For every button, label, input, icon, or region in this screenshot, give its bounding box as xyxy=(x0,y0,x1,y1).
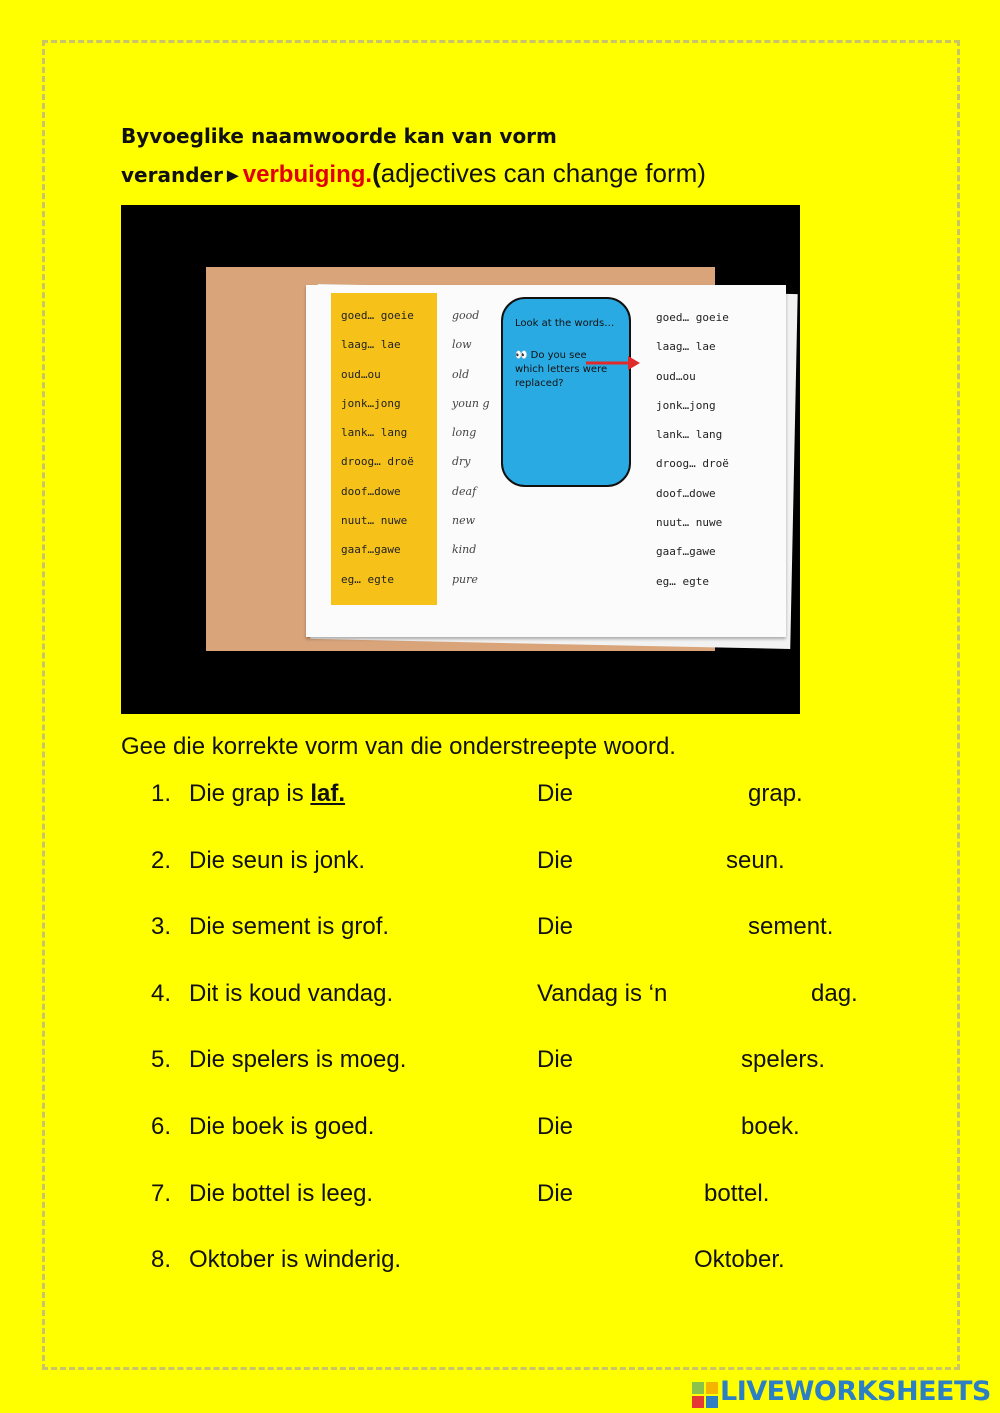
photo-table xyxy=(206,267,729,651)
exercise-row xyxy=(0,1113,1000,1149)
answer-suffix: boek. xyxy=(741,1113,800,1140)
exercise-row xyxy=(0,847,1000,883)
afrikaans-word-list xyxy=(341,301,414,594)
english-word-item: kind xyxy=(452,543,477,557)
right-word-list xyxy=(656,303,729,596)
bubble-text-1: Look at the words… xyxy=(515,318,615,329)
right-word-item: gaaf…gawe xyxy=(656,545,716,559)
exercise-sentence xyxy=(189,913,389,941)
english-word-item: youn g xyxy=(452,396,490,410)
sentence-text: Die grap is xyxy=(189,780,311,807)
right-word-item: goed… goeie xyxy=(656,311,729,324)
exercise-row xyxy=(0,780,1000,816)
speech-bubble xyxy=(501,297,631,487)
right-word-item: eg… egte xyxy=(656,574,709,588)
afrikaans-word-item: droog… droë xyxy=(341,455,414,469)
exercise-number: 3. xyxy=(151,913,172,941)
exercise-sentence xyxy=(189,780,345,808)
afrikaans-word-item: goed… goeie xyxy=(341,309,414,322)
exercise-number: 2. xyxy=(151,846,172,874)
answer-suffix: dag. xyxy=(811,979,858,1007)
exercise-sentence xyxy=(189,847,365,875)
bubble-text-2: 👀 Do you see which letters were replaced? xyxy=(515,350,608,389)
english-word-item: long xyxy=(452,426,477,440)
sentence-text: Die sement is grof. xyxy=(189,913,390,941)
answer-prefix: Die xyxy=(537,780,574,807)
answer-suffix: seun. xyxy=(726,846,785,874)
afrikaans-word-item: laag… lae xyxy=(341,338,401,352)
exercise-row xyxy=(0,913,1000,949)
answer-suffix: spelers. xyxy=(741,1046,826,1074)
heading-verbuiging: verbuiging. xyxy=(242,161,373,188)
answer-suffix: Oktober. xyxy=(694,1246,785,1274)
logo-text: LIVEWORKSHEETS xyxy=(720,1376,991,1407)
sentence-text: Die boek is goed. xyxy=(189,1113,375,1140)
afrikaans-word-item: doof…dowe xyxy=(341,484,401,498)
english-word-item: old xyxy=(452,367,470,381)
exercise-row xyxy=(0,1180,1000,1216)
answer-suffix: sement. xyxy=(748,913,834,941)
english-word-item: new xyxy=(452,514,476,528)
afrikaans-word-item: eg… egte xyxy=(341,572,394,586)
right-word-item: doof…dowe xyxy=(656,486,716,500)
answer-prefix: Die xyxy=(537,846,574,874)
heading-english: adjectives can change form) xyxy=(380,158,706,188)
answer-prefix: Die xyxy=(537,913,574,941)
exercise-number: 8. xyxy=(151,1246,172,1274)
exercise-number: 4. xyxy=(151,979,172,1007)
exercise-sentence xyxy=(189,1046,406,1074)
english-word-item: pure xyxy=(452,572,478,586)
exercise-number: 5. xyxy=(151,1046,172,1074)
heading-paren: ( xyxy=(372,158,381,188)
right-word-item: laag… lae xyxy=(656,340,716,354)
answer-prefix: Vandag is ‘n xyxy=(537,979,668,1007)
english-word-item: deaf xyxy=(452,484,477,498)
heading-verander: verander xyxy=(121,163,223,187)
english-word-list xyxy=(452,301,490,594)
answer-prefix: Die xyxy=(537,1113,574,1140)
heading-line1: Byvoeglike naamwoorde kan van vorm xyxy=(121,124,557,148)
lesson-photo xyxy=(121,205,800,714)
english-word-item: dry xyxy=(452,455,471,469)
answer-prefix: Die xyxy=(537,1046,574,1074)
exercise-sentence xyxy=(189,1246,401,1274)
afrikaans-word-item: lank… lang xyxy=(341,426,408,440)
answer-suffix: bottel. xyxy=(704,1179,770,1207)
sentence-text: Die bottel is leeg. xyxy=(189,1179,374,1207)
exercise-sentence xyxy=(189,980,393,1008)
right-word-item: nuut… nuwe xyxy=(656,516,723,530)
right-word-item: jonk…jong xyxy=(656,398,716,412)
exercise-number: 6. xyxy=(151,1113,172,1140)
right-word-item: lank… lang xyxy=(656,428,723,442)
english-word-item: good xyxy=(452,309,480,322)
exercise-number: 1. xyxy=(151,780,172,807)
afrikaans-word-item: gaaf…gawe xyxy=(341,543,401,557)
afrikaans-word-item: oud…ou xyxy=(341,367,381,381)
instruction: Gee die korrekte vorm van die onderstreepte woord. xyxy=(121,733,676,760)
exercise-row xyxy=(0,1046,1000,1082)
exercise-sentence xyxy=(189,1180,373,1208)
liveworksheets-logo-icon xyxy=(692,1382,718,1408)
red-arrow-icon xyxy=(584,353,644,373)
english-word-item: low xyxy=(452,338,472,352)
exercise-number: 7. xyxy=(151,1179,172,1207)
sentence-text: Oktober is winderig. xyxy=(189,1246,402,1274)
afrikaans-word-item: jonk…jong xyxy=(341,396,401,410)
right-word-item: droog… droë xyxy=(656,457,729,471)
sentence-text: Die seun is jonk. xyxy=(189,846,366,874)
answer-prefix: Die xyxy=(537,1179,574,1207)
right-word-item: oud…ou xyxy=(656,369,696,383)
exercise-row xyxy=(0,1246,1000,1282)
sentence-text: Dit is koud vandag. xyxy=(189,979,394,1007)
arrow-icon: ► xyxy=(222,165,243,187)
exercise-sentence xyxy=(189,1113,374,1141)
sentence-text: Die spelers is moeg. xyxy=(189,1046,407,1074)
heading-line2 xyxy=(121,158,706,189)
photo-paper xyxy=(306,285,786,637)
answer-suffix: grap. xyxy=(748,780,803,807)
exercise-row xyxy=(0,980,1000,1016)
underlined-word: laf. xyxy=(310,780,346,807)
afrikaans-word-item: nuut… nuwe xyxy=(341,514,408,528)
